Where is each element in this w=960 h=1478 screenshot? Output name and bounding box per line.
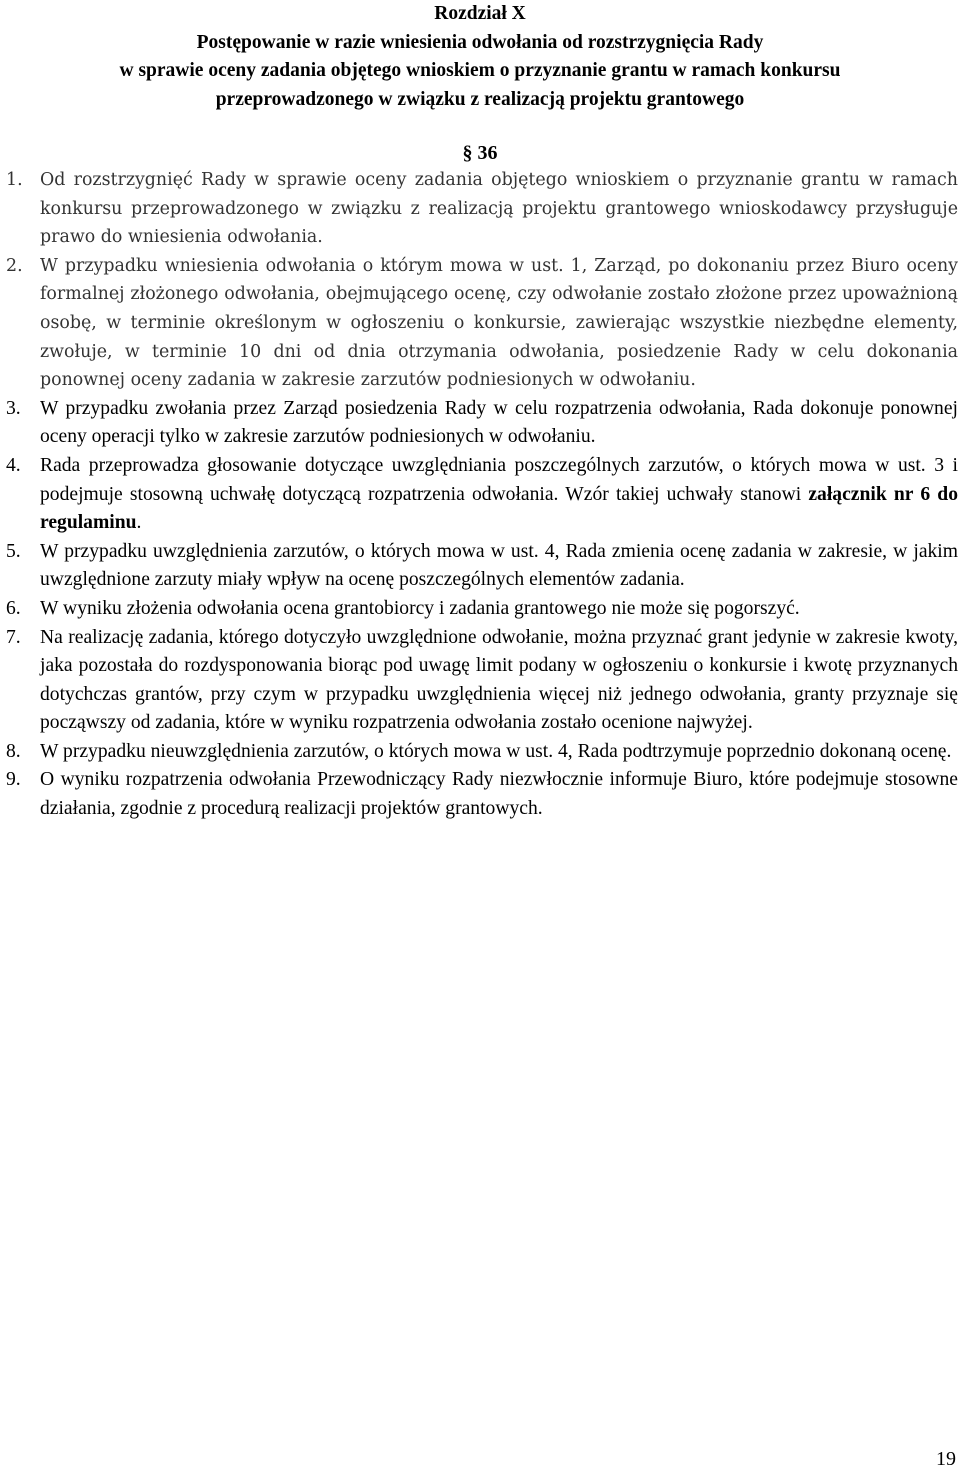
item-number: 5. bbox=[6, 540, 21, 562]
item-number: 6. bbox=[6, 597, 21, 619]
item-text: W przypadku wniesienia odwołania o którym mowa w ust. 1, Zarząd, po dokonaniu przez Biuro oceny formalnej złożonego odwołania, obejmującego ocenę, czy odwołanie zostało złożone przez upoważnioną osobę, w terminie określonym w ogłoszeniu o konkursie, zawierając wszystkie niezbędne elementy, zwołuje, w terminie 10 dni od dnia otrzymania odwołania, posiedzenie Rady w celu dokonania ponownej oceny zadania w zakresie zarzutów podniesionych w odwołaniu. bbox=[40, 255, 958, 391]
chapter-subtitle-line-2: w sprawie oceny zadania objętego wnioskiem o przyznanie grantu w ramach konkursu bbox=[119, 60, 841, 81]
item-text: W wyniku złożenia odwołania ocena grantobiorcy i zadania grantowego nie może się pogorszyć. bbox=[40, 597, 800, 619]
item-number: 4. bbox=[6, 454, 21, 476]
item-text-wrapper bbox=[40, 452, 958, 538]
list-item bbox=[0, 395, 960, 452]
item-text: W przypadku uwzględnienia zarzutów, o których mowa w ust. 4, Rada zmienia ocenę zadania w zakresie, w jakim uwzględnione zarzuty miały wpływ na ocenę poszczególnych elementów zadania. bbox=[40, 540, 958, 591]
item-text: Na realizację zadania, którego dotyczyło uwzględnione odwołanie, można przyznać grant jedynie w zakresie kwoty, jaka pozostała do rozdysponowania biorąc pod uwagę limit podany w ogłoszeniu o konkursie i kwotę przyznanych dotychczas grantów, przy czym w przypadku uwzględnienia więcej niż jednego odwołania, granty przyznaje się począwszy od zadania, które w wyniku rozpatrzenia odwołania zostało ocenione najwyżej. bbox=[40, 626, 958, 734]
item-number: 8. bbox=[6, 740, 21, 762]
chapter-subtitle-line-1: Postępowanie w razie wniesienia odwołania od rozstrzygnięcia Rady bbox=[196, 31, 764, 53]
section-number: 36 bbox=[477, 142, 498, 164]
list-item bbox=[0, 252, 960, 395]
item-text: O wyniku rozpatrzenia odwołania Przewodniczący Rady niezwłocznie informuje Biuro, które podejmuje stosowne działania, zgodnie z procedurą realizacji projektów grantowych. bbox=[40, 769, 958, 820]
item-text: Od rozstrzygnięć Rady w sprawie oceny zadania objętego wnioskiem o przyznanie grantu w ramach konkursu przeprowadzonego w związku z realizacją projektu grantowego wnioskodawcy przysługuje prawo do wniesienia odwołania. bbox=[40, 170, 958, 248]
list-item bbox=[0, 538, 960, 595]
item-number: 1. bbox=[6, 170, 23, 190]
item-number: 9. bbox=[6, 769, 21, 791]
item-text: W przypadku nieuwzględnienia zarzutów, o których mowa w ust. 4, Rada podtrzymuje poprzednio dokonaną ocenę. bbox=[40, 740, 952, 762]
list-item bbox=[0, 595, 960, 624]
section-sign: § bbox=[462, 142, 473, 164]
list-item bbox=[0, 452, 960, 538]
chapter-header bbox=[0, 0, 960, 114]
page-number: 19 bbox=[936, 1448, 956, 1470]
list-item bbox=[0, 166, 960, 252]
item-number: 2. bbox=[6, 255, 23, 276]
list-item bbox=[0, 766, 960, 823]
item-number: 3. bbox=[6, 397, 21, 419]
chapter-title: Rozdział X bbox=[434, 3, 526, 24]
chapter-subtitle-line-3: przeprowadzonego w związku z realizacją projektu grantowego bbox=[215, 88, 745, 110]
item-text: Rada przeprowadza głosowanie dotyczące uwzględniania poszczególnych zarzutów, o których mowa w ust. 3 i podejmuje stosowną uchwałę dotyczącą rozpatrzenia odwołania. Wzór takiej uchwały stanowi bbox=[40, 454, 958, 505]
paragraph-list bbox=[0, 166, 960, 824]
item-text: W przypadku zwołania przez Zarząd posiedzenia Rady w celu rozpatrzenia odwołania, Rada dokonuje ponownej oceny operacji tylko w zakresie zarzutów podniesionych w odwołaniu. bbox=[40, 397, 958, 448]
section-heading bbox=[0, 139, 960, 167]
item-text-end: . bbox=[136, 512, 142, 534]
list-item bbox=[0, 624, 960, 738]
attachment-reference: załącznik nr 6 do regulaminu bbox=[40, 483, 958, 534]
list-item bbox=[0, 738, 960, 767]
item-number: 7. bbox=[6, 626, 21, 648]
